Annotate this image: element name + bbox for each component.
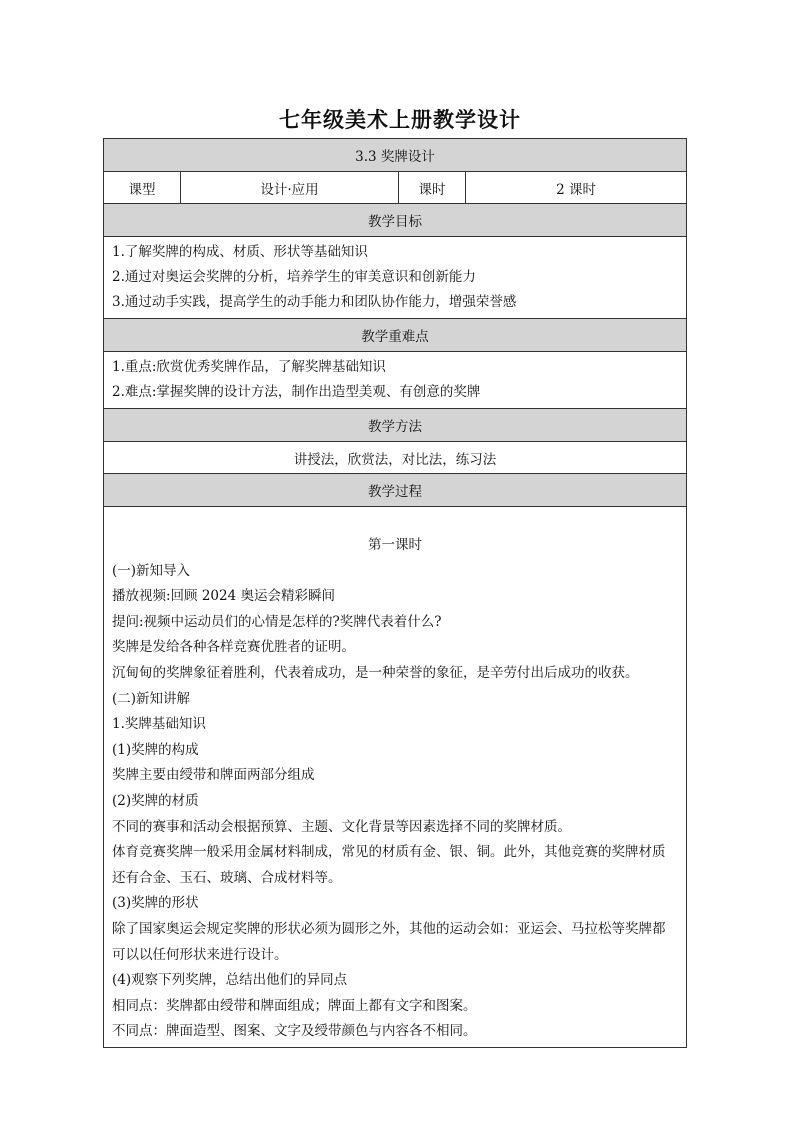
- process-line: (3)奖牌的形状: [112, 895, 199, 912]
- process-line: 奖牌是发给各种各样竞赛优胜者的证明。: [112, 639, 355, 656]
- lesson-title: 3.3 奖牌设计: [104, 139, 687, 172]
- methods-heading-row: [104, 409, 687, 442]
- lesson-hours-value: 2 课时: [466, 172, 687, 204]
- page-title: 七年级美术上册教学设计: [279, 108, 521, 132]
- lesson-title-row: [104, 139, 687, 172]
- process-content: [104, 507, 687, 1048]
- key-points-list: [104, 352, 687, 409]
- objective-item: 2.通过对奥运会奖牌的分析，培养学生的审美意识和创新能力: [112, 269, 476, 285]
- process-line: 播放视频:回顾 2024 奥运会精彩瞬间: [112, 588, 335, 605]
- key-point-item: 2.难点:掌握奖牌的设计方法，制作出造型美观、有创意的奖牌: [112, 384, 481, 400]
- process-line: 奖牌主要由绶带和牌面两部分组成: [112, 767, 315, 784]
- objectives-heading-row: [104, 204, 687, 237]
- process-line: 沉甸甸的奖牌象征着胜利，代表着成功，是一种荣誉的象征，是辛劳付出后成功的收获。: [112, 664, 639, 681]
- key-points-heading: 教学重难点: [104, 319, 687, 352]
- process-line: 相同点：奖牌都由绶带和牌面组成；牌面上都有文字和图案。: [112, 997, 477, 1014]
- objective-item: 1.了解奖牌的构成、材质、形状等基础知识: [112, 244, 368, 260]
- process-line: (4)观察下列奖牌，总结出他们的异同点: [112, 972, 348, 989]
- process-line: 体育竞赛奖牌一般采用金属材料制成，常见的材质有金、银、铜。此外，其他竞赛的奖牌材质还有合金、玉石、玻璃、合成材料等。: [112, 844, 666, 886]
- objective-item: 3.通过动手实践，提高学生的动手能力和团队协作能力，增强荣誉感: [112, 294, 517, 310]
- process-heading-row: [104, 474, 687, 507]
- process-line: (二)新知讲解: [112, 690, 191, 707]
- lesson-hours-label: 课时: [399, 172, 466, 204]
- lesson-meta-row: [104, 172, 687, 204]
- lesson-type-value: 设计·应用: [181, 172, 399, 204]
- key-point-item: 1.重点:欣赏优秀奖牌作品，了解奖牌基础知识: [112, 359, 386, 375]
- lesson-type-label: 课型: [104, 172, 181, 204]
- methods-row: [104, 442, 687, 474]
- process-line: 不同点：牌面造型、图案、文字及绶带颜色与内容各不相同。: [112, 1023, 477, 1040]
- process-heading: 教学过程: [104, 474, 687, 507]
- process-line: (2)奖牌的材质: [112, 792, 199, 809]
- objectives-list: [104, 237, 687, 319]
- session-title: 第一课时: [368, 537, 422, 553]
- process-line: (一)新知导入: [112, 562, 191, 579]
- objectives-heading: 教学目标: [104, 204, 687, 237]
- methods-heading: 教学方法: [104, 409, 687, 442]
- process-line: (1)奖牌的构成: [112, 741, 199, 758]
- process-line: 1.奖牌基础知识: [112, 716, 206, 733]
- objectives-row: [104, 237, 687, 319]
- process-line: 除了国家奥运会规定奖牌的形状必须为圆形之外，其他的运动会如：亚运会、马拉松等奖牌都可以以任何形状来进行设计。: [112, 920, 666, 963]
- process-line: 提问:视频中运动员们的心情是怎样的?奖牌代表着什么?: [112, 613, 442, 630]
- key-points-heading-row: [104, 319, 687, 352]
- lesson-plan-table: [103, 138, 687, 1048]
- methods-text: 讲授法，欣赏法，对比法，练习法: [104, 442, 687, 474]
- key-points-row: [104, 352, 687, 409]
- process-line: 不同的赛事和活动会根据预算、主题、文化背景等因素选择不同的奖牌材质。: [112, 818, 571, 835]
- process-row: [104, 507, 687, 1048]
